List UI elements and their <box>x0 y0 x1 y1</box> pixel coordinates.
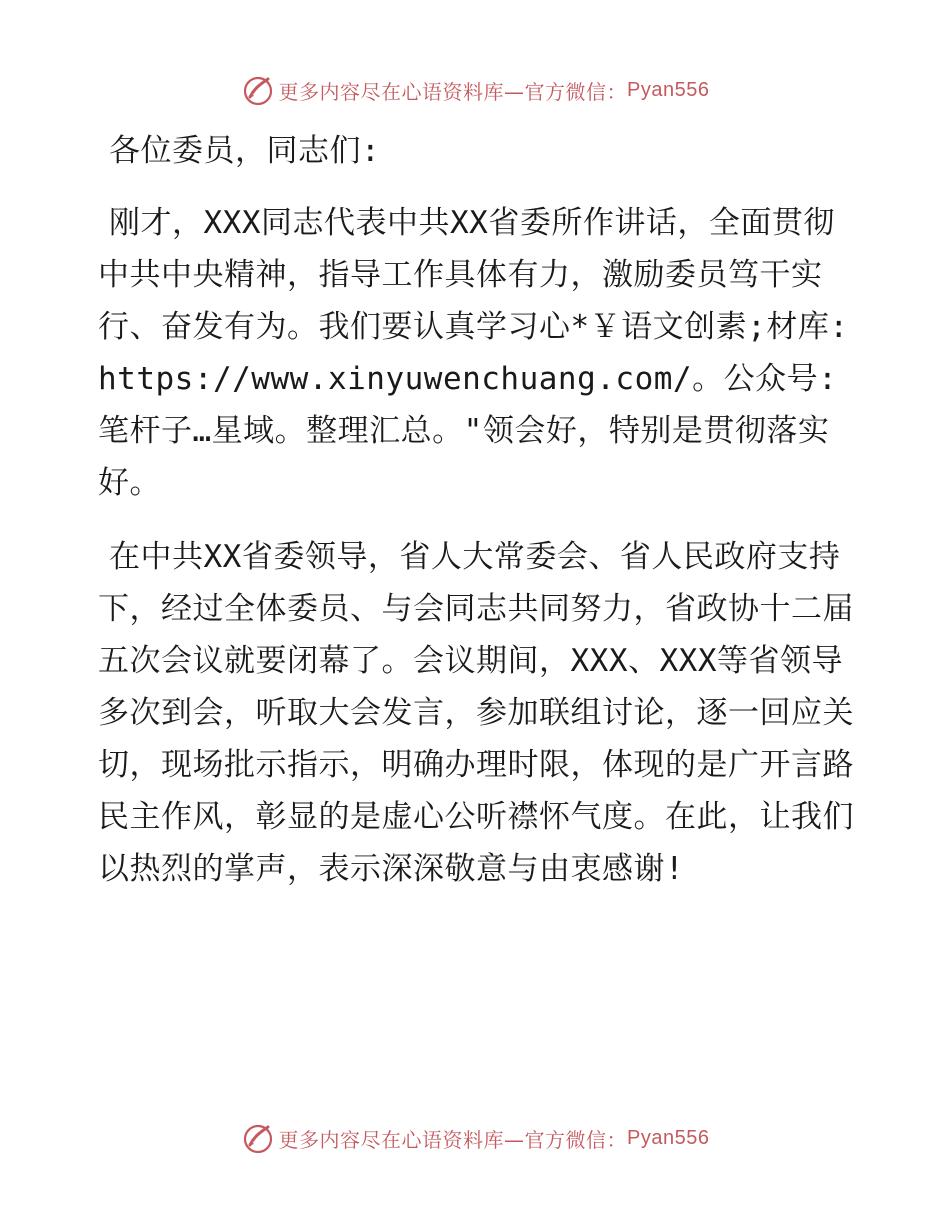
paragraph-1: 刚才，XXX同志代表中共XX省委所作讲话，全面贯彻中共中央精神，指导工作具体有力，激励委员笃干实行、奋发有为。我们要认真学习心*￥语文创素;材库: https://www.xinyuwenchuang.com/。公众号: 笔杆子…星域。整理汇总。"领会好，特别是贯彻落实好。 <box>98 205 849 501</box>
watermark-text: 更多内容尽在心语资料库—官方微信： <box>278 79 628 104</box>
watermark-handle: Pyan556 <box>627 1126 710 1149</box>
document-body <box>98 125 858 895</box>
header-watermark <box>0 70 950 110</box>
paragraph-2: 在中共XX省委领导，省人大常委会、省人民政府支持下，经过全体委员、与会同志共同努力，省政协十二届五次会议就要闭幕了。会议期间，XXX、XXX等省领导多次到会，听取大会发言，参加联组讨论，逐一回应关切，现场批示指示，明确办理时限，体现的是广开言路民主作风，彰显的是虚心公听襟怀气度。在此，让我们以热烈的掌声，表示深深敬意与由衷感谢! <box>98 539 854 887</box>
brush-logo-icon <box>241 1121 275 1155</box>
watermark-text: 更多内容尽在心语资料库—官方微信： <box>278 1127 628 1152</box>
greeting: 各位委员，同志们: <box>109 133 381 169</box>
footer-watermark <box>0 1118 950 1158</box>
watermark-handle: Pyan556 <box>627 78 710 101</box>
brush-logo-icon <box>241 73 275 107</box>
